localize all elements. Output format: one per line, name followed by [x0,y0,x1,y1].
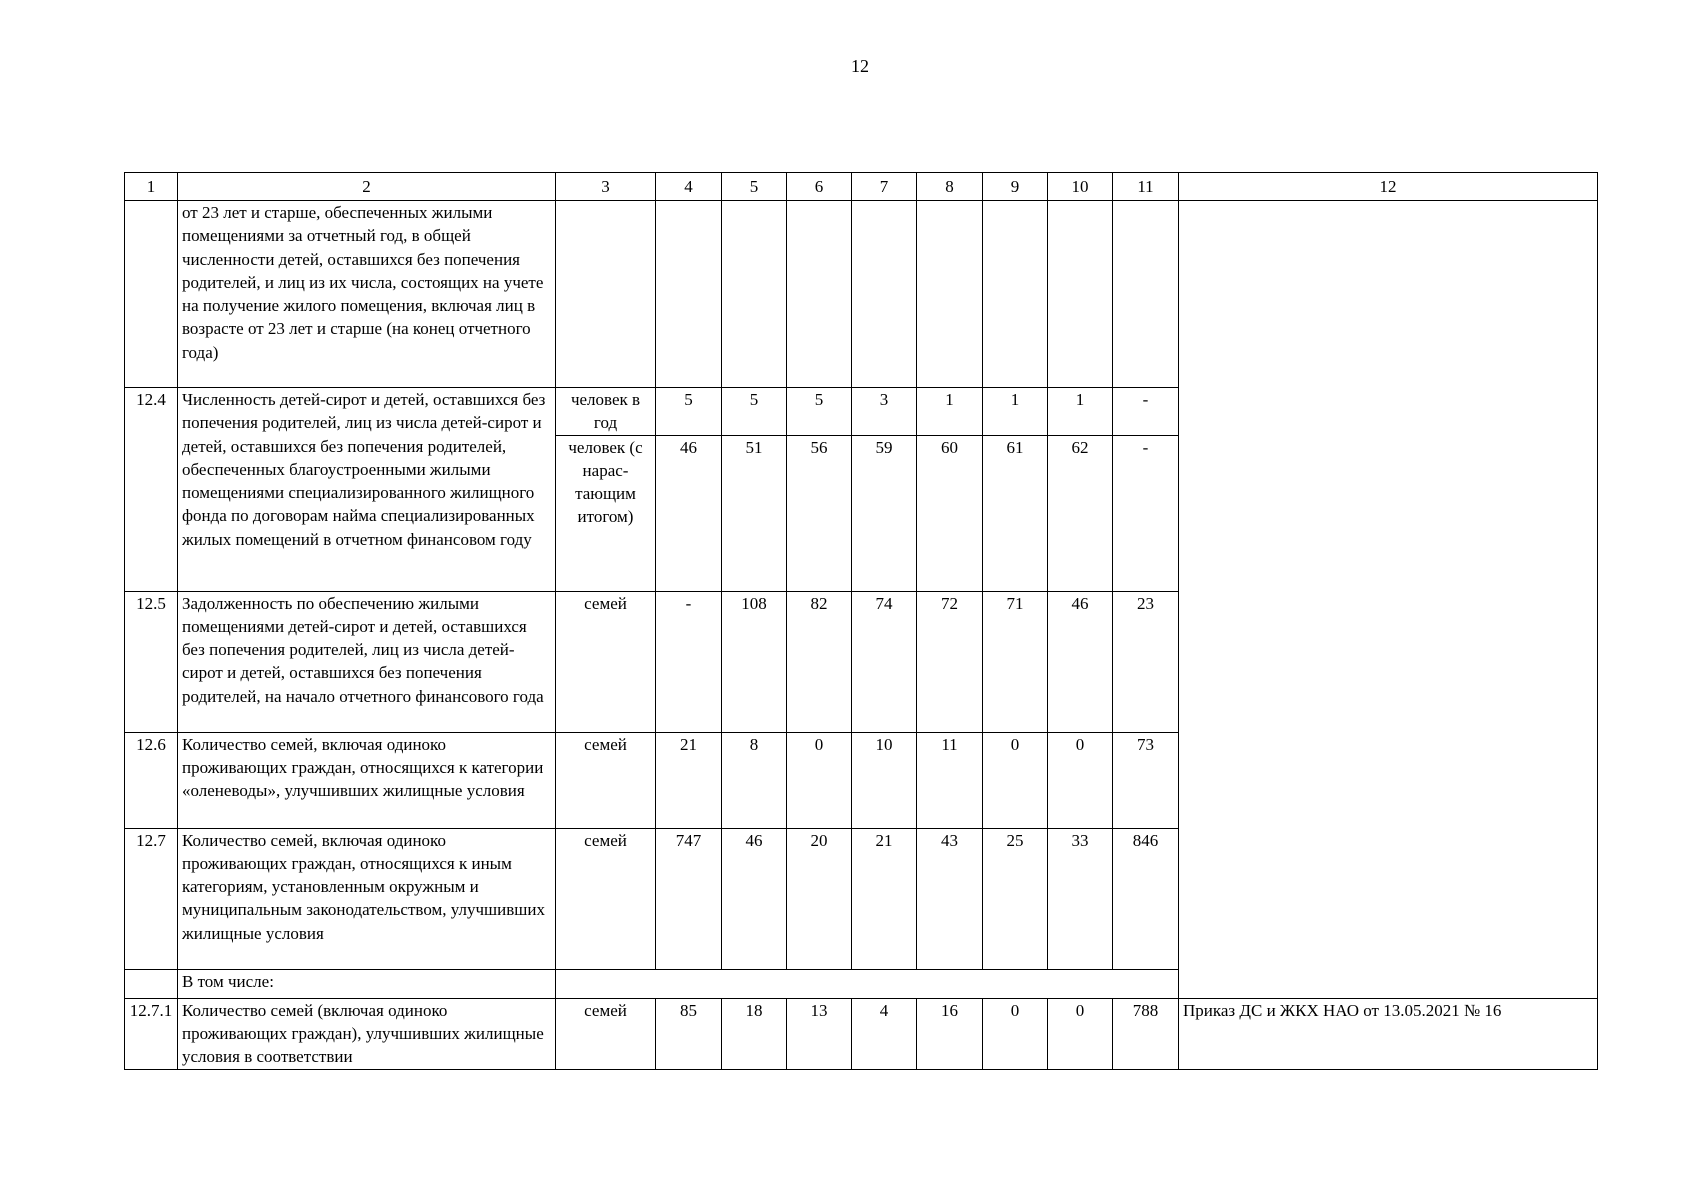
column-header: 3 [556,173,656,201]
value-cell: 13 [787,998,852,1069]
value-cell: - [656,591,722,732]
value-cell: 1 [983,388,1048,436]
value-cell: 0 [1048,998,1113,1069]
empty-merged-cell [556,969,1598,998]
column-header: 6 [787,173,852,201]
column-header: 4 [656,173,722,201]
unit-cell: семей [556,732,656,828]
indicators-table [124,172,1598,1070]
value-cell: 60 [917,435,983,591]
unit-cell [556,201,656,388]
value-cell: 21 [852,828,917,969]
value-cell: 56 [787,435,852,591]
value-cell: 10 [852,732,917,828]
unit-cell: человек (с нарас-тающим итогом) [556,435,656,591]
header-row [125,173,1598,201]
value-cell: 5 [656,388,722,436]
indicator-description: Количество семей, включая одиноко проживающих граждан, относящихся к иным категориям, установленным окружным и муниципальным законодательством, улучшивших жилищные условия [178,828,556,969]
value-cell: 74 [852,591,917,732]
row-number: 12.5 [125,591,178,732]
column-header: 1 [125,173,178,201]
table-row [125,201,1598,388]
value-cell: 62 [1048,435,1113,591]
value-cell: 8 [722,732,787,828]
value-cell: 46 [656,435,722,591]
value-cell: 46 [1048,591,1113,732]
column-header: 2 [178,173,556,201]
column-header: 9 [983,173,1048,201]
value-cell: 108 [722,591,787,732]
column-header: 8 [917,173,983,201]
value-cell: 85 [656,998,722,1069]
value-cell [1113,201,1179,388]
row-number-cell [125,201,178,388]
value-cell [656,201,722,388]
row-number: 12.6 [125,732,178,828]
value-cell: 25 [983,828,1048,969]
indicator-description: от 23 лет и старше, обеспеченных жилыми помещениями за отчетный год, в общей численности детей, оставшихся без попечения родителей, и лиц из их числа, состоящих на учете на получение жилого помещения, включая лиц в возрасте от 23 лет и старше (на конец отчетного года) [178,201,556,388]
value-cell: 0 [983,732,1048,828]
value-cell: 0 [787,732,852,828]
row-number: 12.4 [125,388,178,592]
value-cell: 4 [852,998,917,1069]
value-cell: 788 [1113,998,1179,1069]
value-cell [852,201,917,388]
indicator-description: Количество семей (включая одиноко проживающих граждан), улучшивших жилищные условия в соответствии [178,998,556,1069]
value-cell: 61 [983,435,1048,591]
value-cell [722,201,787,388]
value-cell: 5 [722,388,787,436]
table-row [125,998,1598,1069]
value-cell: 20 [787,828,852,969]
subsection-label: В том числе: [178,969,556,998]
value-cell: 43 [917,828,983,969]
indicator-description: Численность детей-сирот и детей, оставшихся без попечения родителей, лиц из числа детей-сирот и детей, оставшихся без попечения родителей, обеспеченных благоустроенными жилыми помещениями специализированного жилищного фонда по договорам найма специализированных жилых помещений в отчетном финансовом году [178,388,556,592]
value-cell: 846 [1113,828,1179,969]
value-cell [917,201,983,388]
indicator-description: Задолженность по обеспечению жилыми помещениями детей-сирот и детей, оставшихся без попечения родителей, лиц из числа детей-сирот и детей, оставшихся без попечения родителей, на начало отчетного финансового года [178,591,556,732]
column-header: 12 [1179,173,1598,201]
note-cell [1179,201,1598,999]
value-cell: 82 [787,591,852,732]
value-cell: 0 [1048,732,1113,828]
value-cell: 33 [1048,828,1113,969]
row-number: 12.7.1 [125,998,178,1069]
value-cell [1048,201,1113,388]
column-header: 5 [722,173,787,201]
value-cell: 1 [917,388,983,436]
value-cell: 5 [787,388,852,436]
value-cell: 51 [722,435,787,591]
value-cell: 0 [983,998,1048,1069]
value-cell: 16 [917,998,983,1069]
indicator-description: Количество семей, включая одиноко проживающих граждан, относящихся к категории «оленеводы», улучшивших жилищные условия [178,732,556,828]
page-number: 12 [851,56,869,76]
note-cell: Приказ ДС и ЖКХ НАО от 13.05.2021 № 16 [1179,998,1598,1069]
value-cell: 18 [722,998,787,1069]
unit-cell: семей [556,828,656,969]
value-cell: 23 [1113,591,1179,732]
value-cell [983,201,1048,388]
value-cell: 21 [656,732,722,828]
table-row [125,969,1598,998]
column-header: 7 [852,173,917,201]
value-cell [787,201,852,388]
value-cell: 11 [917,732,983,828]
value-cell: 72 [917,591,983,732]
unit-cell: семей [556,591,656,732]
column-header: 10 [1048,173,1113,201]
column-header: 11 [1113,173,1179,201]
row-number: 12.7 [125,828,178,969]
value-cell: 59 [852,435,917,591]
value-cell: - [1113,388,1179,436]
value-cell: - [1113,435,1179,591]
value-cell: 1 [1048,388,1113,436]
value-cell: 73 [1113,732,1179,828]
value-cell: 3 [852,388,917,436]
value-cell: 46 [722,828,787,969]
unit-cell: семей [556,998,656,1069]
unit-cell: человек в год [556,388,656,436]
value-cell: 71 [983,591,1048,732]
value-cell: 747 [656,828,722,969]
row-number [125,969,178,998]
